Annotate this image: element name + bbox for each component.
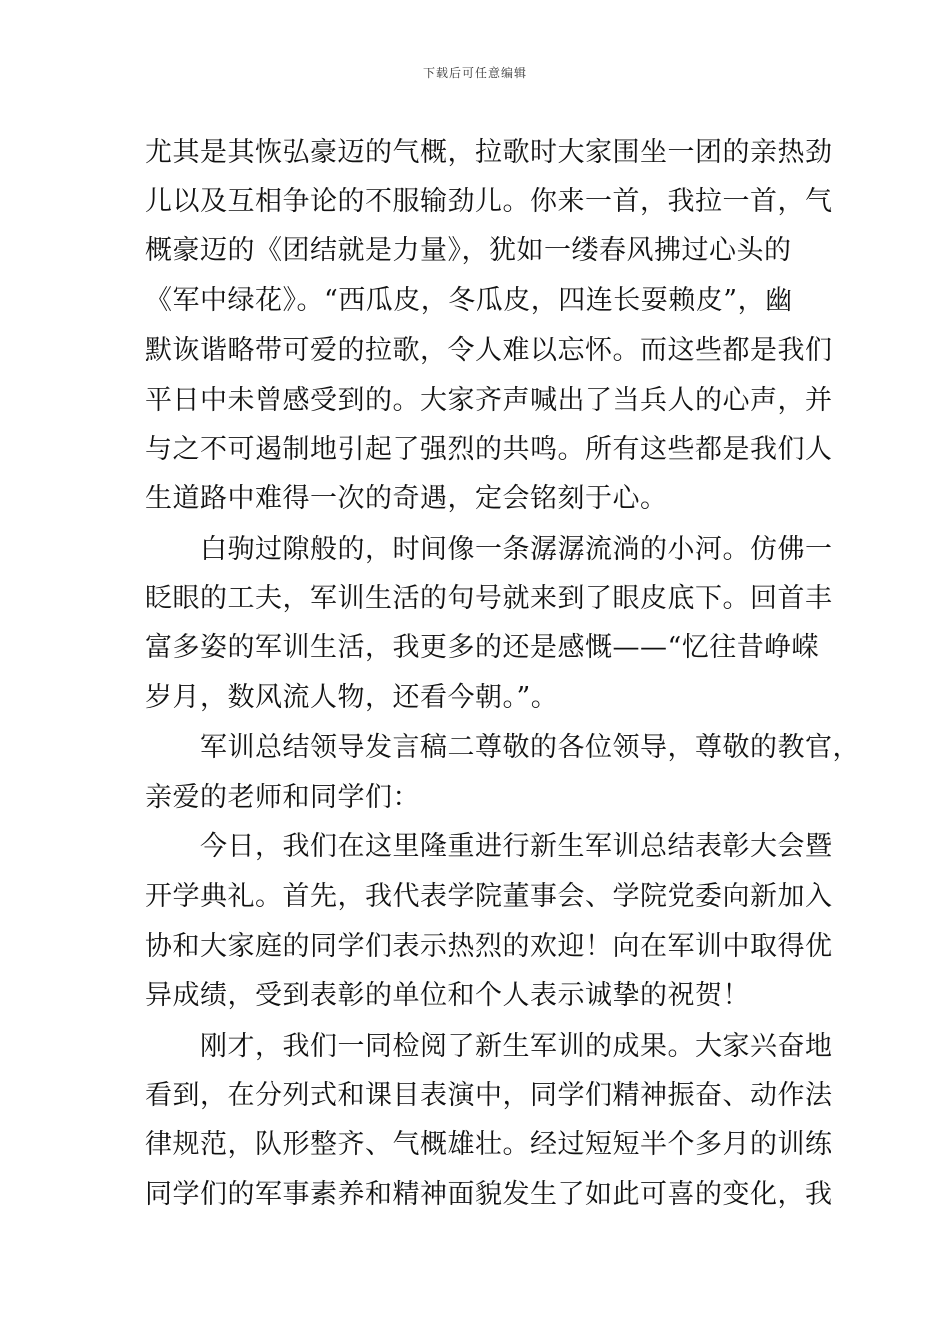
body-line: 协和大家庭的同学们表示热烈的欢迎！向在军训中取得优 (145, 931, 833, 962)
body-line: 同学们的军事素养和精神面貌发生了如此可喜的变化，我 (145, 1179, 833, 1210)
body-line: 岁月，数风流人物，还看今朝。”。 (145, 682, 559, 713)
body-line: 白驹过隙般的，时间像一条潺潺流淌的小河。仿佛一 (200, 534, 833, 565)
body-line: 概豪迈的《团结就是力量》，犹如一缕春风拂过心头的 (145, 235, 792, 266)
body-line: 《军中绿花》。“西瓜皮，冬瓜皮，四连长耍赖皮”，幽 (145, 285, 793, 316)
body-line: 军训总结领导发言稿二尊敬的各位领导，尊敬的教官， (200, 732, 860, 763)
body-line: 默诙谐略带可爱的拉歌，令人难以忘怀。而这些都是我们 (145, 335, 833, 366)
body-line: 异成绩，受到表彰的单位和个人表示诚挚的祝贺！ (145, 980, 750, 1011)
body-line: 今日，我们在这里隆重进行新生军训总结表彰大会暨 (200, 831, 833, 862)
body-line: 亲爱的老师和同学们： (145, 782, 420, 813)
body-line: 眨眼的工夫，军训生活的句号就来到了眼皮底下。回首丰 (145, 583, 833, 614)
body-line: 开学典礼。首先，我代表学院董事会、学院党委向新加入 (145, 881, 833, 912)
body-line: 尤其是其恢弘豪迈的气概，拉歌时大家围坐一团的亲热劲 (145, 137, 833, 168)
body-line: 富多姿的军训生活，我更多的还是感慨——“忆往昔峥嵘 (145, 632, 820, 663)
body-line: 律规范，队形整齐、气概雄壮。经过短短半个多月的训练 (145, 1129, 833, 1160)
body-line: 生道路中难得一次的奇遇，定会铭刻于心。 (145, 483, 668, 514)
body-line: 儿以及互相争论的不服输劲儿。你来一首，我拉一首，气 (145, 186, 833, 217)
body-line: 平日中未曾感受到的。大家齐声喊出了当兵人的心声，并 (145, 385, 833, 416)
page-header: 下载后可任意编辑 (422, 66, 527, 80)
body-line: 刚才，我们一同检阅了新生军训的成果。大家兴奋地 (200, 1031, 833, 1062)
body-line: 与之不可遏制地引起了强烈的共鸣。所有这些都是我们人 (145, 434, 833, 465)
body-line: 看到，在分列式和课目表演中，同学们精神振奋、动作法 (145, 1080, 833, 1111)
